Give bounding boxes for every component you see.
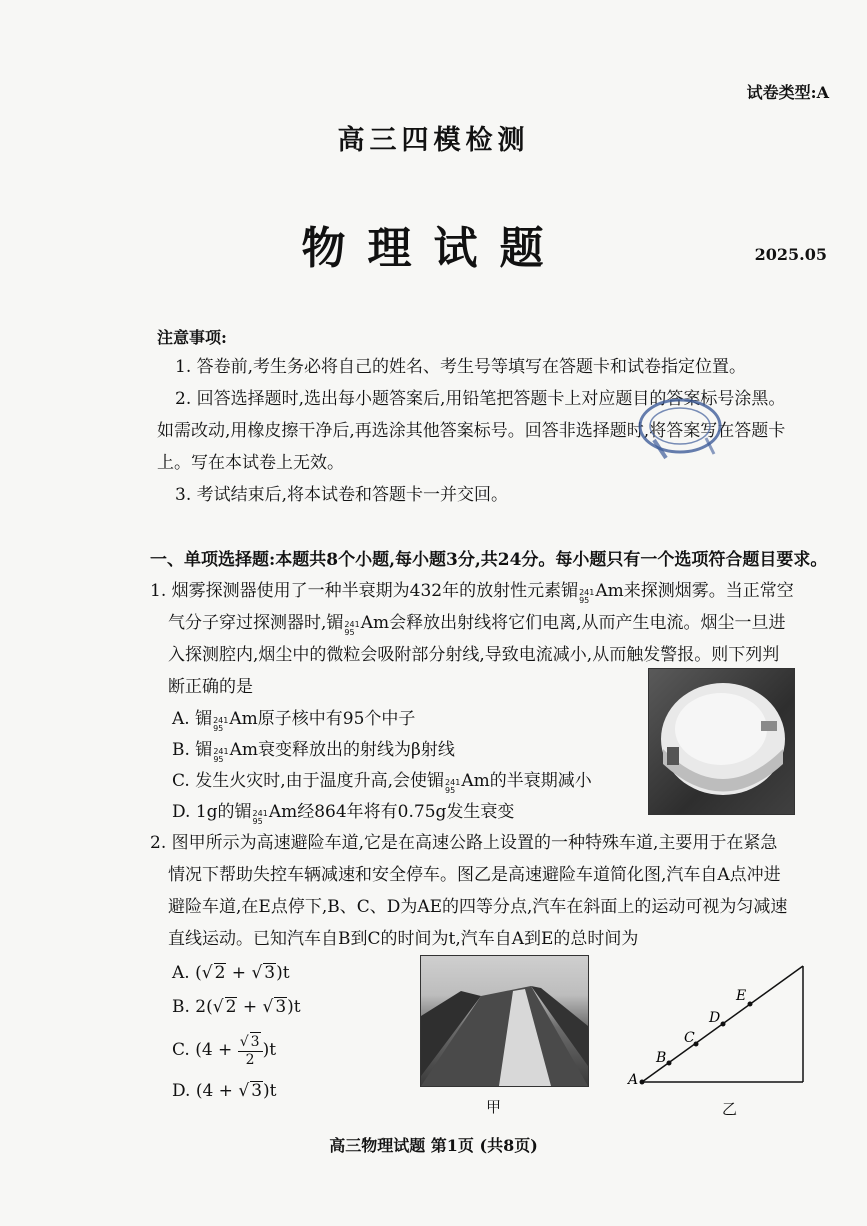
isotope-notation: 241 95 [213, 716, 229, 733]
q1-line-3: 入探测腔内,烟尘中的微粒会吸附部分射线,导致电流减小,从而触发警报。则下列判 [168, 645, 780, 665]
notice-item-2-line-1: 2. 回答选择题时,选出每小题答案后,用铅笔把答题卡上对应题目的答案标号涂黑。 [175, 389, 786, 409]
point-e-label: E [736, 988, 747, 1004]
q1-line-4: 断正确的是 [168, 677, 253, 697]
q1-option-a: A. 镅 241 95 Am原子核中有95个中子 [172, 709, 416, 733]
q2-option-d: D. (4 + √ 3)t [172, 1081, 277, 1101]
q2-line-2: 情况下帮助失控车辆减速和安全停车。图乙是高速避险车道简化图,汽车自A点冲进 [168, 865, 781, 885]
q1-option-c: C. 发生火灾时,由于温度升高,会使镅 241 95 Am的半衰期减小 [172, 771, 592, 795]
notice-item-1: 1. 答卷前,考生务必将自己的姓名、考生号等填写在答题卡和试卷指定位置。 [175, 357, 747, 377]
q2-line-1: 2. 图甲所示为高速避险车道,它是在高速公路上设置的一种特殊车道,主要用于在紧急 [150, 833, 778, 853]
figure-label-jia: 甲 [486, 1098, 502, 1116]
q1-line-1 [150, 576, 794, 607]
paper-type: 试卷类型:A [746, 83, 829, 102]
point-a-label: A [628, 1072, 639, 1088]
fraction: $\frac{√ 3}{2}$ [238, 1032, 263, 1069]
point-d-label: D [709, 1010, 721, 1026]
q2-option-a: A. (√ 2 + √ 3)t [172, 963, 290, 983]
q2-option-c: C. (4 + $\frac{√ 3}{2}$ )t [172, 1034, 277, 1068]
q1-option-d: D. 1g的镅 241 95 Am经864年将有0.75g发生衰变 [172, 802, 515, 826]
isotope-notation: 241 95 [579, 588, 595, 605]
q1-line-2-text-a: 气分子穿过探测器时,镅 [168, 613, 344, 633]
point-c-label: C [684, 1030, 695, 1046]
page-footer: 高三物理试题 第1页 (共8页) [329, 1136, 538, 1155]
escape-ramp-photo [420, 955, 589, 1087]
q1-line-2 [168, 608, 786, 639]
q1-line-2-text-b: 会释放出射线将它们电离,从而产生电流。烟尘一旦进 [389, 613, 786, 633]
exam-date: 2025.05 [754, 245, 827, 264]
notice-title: 注意事项: [157, 328, 227, 347]
notice-item-2-line-2: 如需改动,用橡皮擦干净后,再选涂其他答案标号。回答非选择题时,将答案写在答题卡 [157, 421, 786, 441]
isotope-symbol: Am [595, 581, 624, 601]
q2-option-b: B. 2(√ 2 + √ 3)t [172, 997, 301, 1017]
isotope-notation: 241 95 [252, 809, 268, 826]
q1-line-1-text-a: 1. 烟雾探测器使用了一种半衰期为432年的放射性元素镅 [150, 581, 579, 601]
isotope-symbol: Am [360, 613, 390, 633]
notice-item-2-line-3: 上。写在本试卷上无效。 [157, 453, 344, 473]
q2-line-3: 避险车道,在E点停下,B、C、D为AE的四等分点,汽车在斜面上的运动可视为匀减速 [168, 897, 788, 917]
q1-line-1-text-b: 来探测烟雾。当正常空 [623, 581, 794, 601]
point-b-label: B [656, 1050, 667, 1066]
exam-subtitle: 高三四模检测 [337, 125, 530, 156]
figure-label-yi: 乙 [722, 1100, 738, 1118]
q2-line-4: 直线运动。已知汽车自B到C的时间为t,汽车自A到E的总时间为 [168, 929, 639, 949]
notice-item-3: 3. 考试结束后,将本试卷和答题卡一并交回。 [175, 485, 509, 505]
exam-title: 物理试题 [301, 223, 566, 274]
isotope-notation: 241 95 [344, 620, 360, 637]
q1-option-b: B. 镅 241 95 Am衰变释放出的射线为β射线 [172, 740, 455, 764]
smoke-detector-photo [648, 668, 795, 815]
section-1-heading: 一、单项选择题:本题共8个小题,每小题3分,共24分。每小题只有一个选项符合题目要求。 [150, 550, 828, 570]
ramp-diagram [626, 958, 811, 1090]
isotope-notation: 241 95 [213, 747, 229, 764]
seal-stamp-icon [636, 388, 724, 468]
isotope-notation: 241 95 [445, 778, 461, 795]
